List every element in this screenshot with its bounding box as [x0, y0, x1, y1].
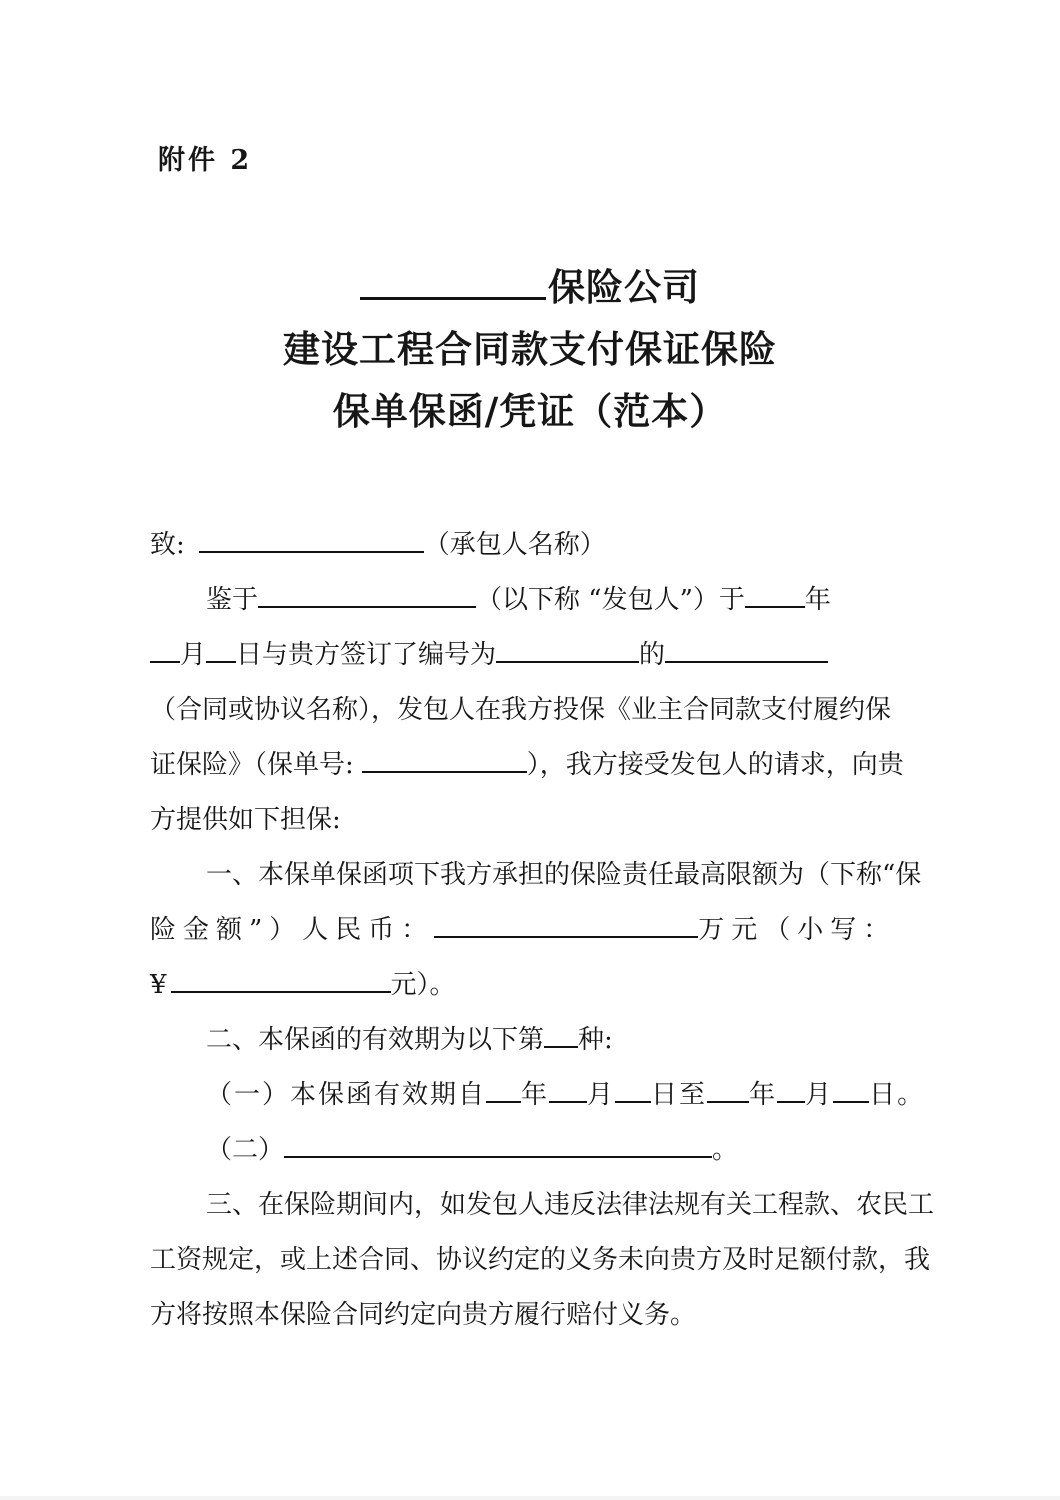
- body-line-7: 一、本保单保函项下我方承担的保险责任最高限额为（下称“保: [206, 860, 922, 890]
- body-line-12: [150, 1123, 920, 1178]
- blank-amount-words: [434, 909, 698, 938]
- line8-text: 险金额”）人民币：: [150, 915, 435, 945]
- title-line-company: [0, 256, 1060, 318]
- body-line-10: [150, 1013, 920, 1068]
- line5-text: 证保险》（保单号:: [150, 750, 354, 780]
- blank-contract-name: [665, 634, 828, 663]
- blank-option-number: [544, 1019, 578, 1048]
- body-line-2: [150, 573, 920, 628]
- blank-contractor-name: [199, 524, 424, 553]
- line2-text2: （以下称 “发包人”）于: [476, 585, 745, 615]
- blank-start-month: [549, 1074, 587, 1103]
- body-line-13: 三、在保险期间内，如发包人违反法律法规有关工程款、农民工: [206, 1190, 935, 1220]
- line1-text: 致:: [150, 530, 185, 560]
- line12-label: （二）: [206, 1135, 285, 1165]
- line10-text: 二、本保函的有效期为以下第: [206, 1025, 545, 1055]
- line5-text2: ），我方接受发包人的请求，向贵: [526, 750, 904, 780]
- line2-text: 鉴于: [206, 585, 259, 615]
- line10-suffix: 种:: [578, 1025, 613, 1055]
- body-line-4: （合同或协议名称），发包人在我方投保《业主合同款支付履约保: [150, 695, 892, 725]
- line2-year-label: 年: [804, 585, 831, 615]
- line11-year2: 年: [749, 1080, 778, 1110]
- blank-amount-figures: [171, 964, 391, 993]
- line3-de: 的: [639, 640, 666, 670]
- document-title: [0, 256, 1060, 442]
- title-company-suffix: 保险公司: [548, 265, 700, 309]
- title-line-form: 保单保函/凭证（范本）: [332, 389, 728, 433]
- line11-month2: 月: [805, 1080, 834, 1110]
- blank-contract-number: [496, 634, 639, 663]
- line9-currency-symbol: ¥: [150, 970, 167, 1000]
- line11-month1: 月: [587, 1080, 616, 1110]
- blank-end-year: [707, 1074, 749, 1103]
- body-line-14: 工资规定，或上述合同、协议约定的义务未向贵方及时足额付款，我: [150, 1245, 931, 1275]
- blank-start-year: [486, 1074, 521, 1103]
- blank-option-two-text: [284, 1129, 712, 1158]
- line11-to: 日至: [651, 1080, 708, 1110]
- line11-day-period: 日。: [869, 1080, 926, 1110]
- body-line-6: 方提供如下担保:: [150, 805, 341, 835]
- body-line-8: [150, 903, 920, 958]
- line11-text: （一）本保函有效期自: [206, 1080, 487, 1110]
- blank-company-name: [360, 260, 546, 300]
- attachment-label: 附件 2: [158, 145, 253, 176]
- blank-year: [745, 579, 805, 608]
- line3-text: 日与贵方签订了编号为: [236, 640, 497, 670]
- blank-end-day: [833, 1074, 869, 1103]
- line9-suffix: 元）。: [390, 970, 456, 1000]
- document-body: [150, 518, 935, 1343]
- blank-employer-name: [258, 579, 476, 608]
- body-line-1: [150, 518, 920, 573]
- blank-start-day: [615, 1074, 651, 1103]
- body-line-11: [150, 1068, 926, 1123]
- line11-year1: 年: [521, 1080, 550, 1110]
- blank-day: [206, 634, 236, 663]
- body-line-9: [150, 958, 920, 1013]
- line8-text2: 万元（小写：: [698, 915, 897, 945]
- body-line-15: 方将按照本保险合同约定向贵方履行赔付义务。: [150, 1300, 697, 1330]
- body-line-5: [150, 738, 920, 793]
- line3-month-label: 月: [180, 640, 207, 670]
- blank-end-month: [777, 1074, 805, 1103]
- blank-month: [150, 634, 180, 663]
- title-line-product: 建设工程合同款支付保证保险: [283, 327, 777, 371]
- line1-suffix: （承包人名称）: [423, 530, 606, 560]
- body-line-3: [150, 628, 920, 683]
- line12-period: 。: [712, 1135, 739, 1165]
- blank-policy-number: [362, 744, 527, 773]
